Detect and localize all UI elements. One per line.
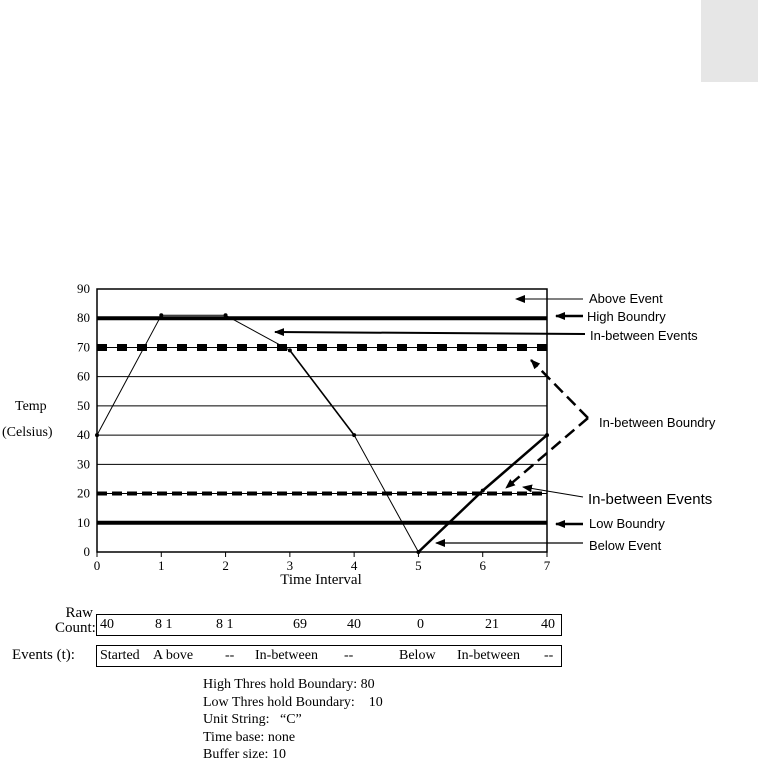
events-label: Events (t): (12, 647, 75, 663)
y-tick-label: 60 (77, 368, 90, 384)
raw-value: 40 (100, 617, 114, 632)
data-point (224, 313, 228, 317)
data-point (545, 433, 549, 437)
y-tick-labels (77, 281, 90, 559)
low-boundary-label: Low Boundry (589, 516, 665, 531)
plot-frame (97, 289, 547, 552)
raw-count-row (96, 614, 562, 636)
raw-count-label (55, 605, 96, 636)
event-cell: In-between (457, 648, 520, 663)
y-tick-label: 30 (77, 456, 90, 472)
raw-value: 0 (417, 617, 424, 632)
x-tick-label: 6 (479, 558, 486, 573)
data-point (352, 433, 356, 437)
x-axis-label: Time Interval (280, 572, 362, 588)
series-segment (97, 315, 161, 435)
y-tick-label: 0 (83, 544, 90, 559)
y-tick-label: 50 (77, 397, 90, 413)
info-unit-string: Unit String: “C” (203, 712, 302, 727)
event-cell: In-between (255, 648, 318, 663)
x-tick-label: 4 (350, 558, 358, 573)
y-tick-label: 80 (77, 310, 90, 326)
y-axis-label-line1: Temp (15, 399, 47, 414)
in-between-events-upper-arrow (275, 332, 585, 334)
in-between-events-lower-label: In-between Events (588, 491, 713, 508)
event-cell: -- (344, 648, 354, 663)
y-tick-label: 10 (77, 514, 90, 530)
x-tick-label: 3 (286, 558, 294, 573)
events-row (96, 645, 562, 667)
x-tick-label: 7 (543, 558, 551, 573)
raw-label-line1: Raw (65, 605, 93, 621)
data-point (288, 348, 292, 352)
event-cell: Below (399, 648, 436, 663)
data-point (159, 313, 163, 317)
y-tick-label: 70 (77, 339, 90, 355)
above-event-label: Above Event (589, 291, 663, 306)
series-segment (290, 350, 354, 435)
high-boundary-label: High Boundry (587, 309, 666, 324)
y-tick-label: 20 (77, 485, 90, 501)
raw-value: 8 1 (155, 617, 173, 632)
in-between-events-upper-label: In-between Events (590, 328, 698, 343)
event-cell: A bove (153, 648, 194, 663)
threshold-info (203, 676, 383, 764)
event-cell: -- (225, 648, 235, 663)
raw-value: 21 (485, 617, 499, 632)
y-tick-label: 90 (77, 281, 90, 296)
chart-grid (97, 289, 547, 557)
annotation-arrows (275, 299, 588, 543)
y-tick-label: 40 (77, 427, 90, 443)
raw-value: 40 (347, 617, 361, 632)
in-between-boundary-label: In-between Boundry (599, 415, 716, 430)
raw-label-line2: Count: (55, 620, 96, 636)
raw-value: 40 (541, 617, 555, 632)
series-segment (483, 435, 547, 491)
x-tick-label: 5 (415, 558, 422, 573)
below-event-label: Below Event (589, 538, 662, 553)
event-cell: Started (100, 648, 140, 663)
info-low-threshold: Low Thres hold Boundary: 10 (203, 694, 383, 710)
raw-value: 69 (293, 617, 307, 632)
data-point (416, 550, 420, 554)
in-between-boundary-arrow-upper (531, 360, 588, 418)
x-tick-labels (94, 558, 551, 573)
event-cell: -- (544, 648, 554, 663)
data-point (481, 489, 485, 493)
x-tick-label: 2 (222, 558, 229, 573)
y-axis-label-line2: (Celsius) (2, 425, 53, 440)
raw-value: 8 1 (216, 617, 234, 632)
x-tick-label: 1 (158, 558, 165, 573)
data-point (95, 433, 99, 437)
x-tick-label: 0 (93, 558, 101, 573)
info-high-threshold: High Thres hold Boundary: 80 (203, 677, 375, 692)
info-buffer-size: Buffer size: 10 (203, 747, 286, 762)
info-time-base: Time base: none (203, 729, 296, 745)
